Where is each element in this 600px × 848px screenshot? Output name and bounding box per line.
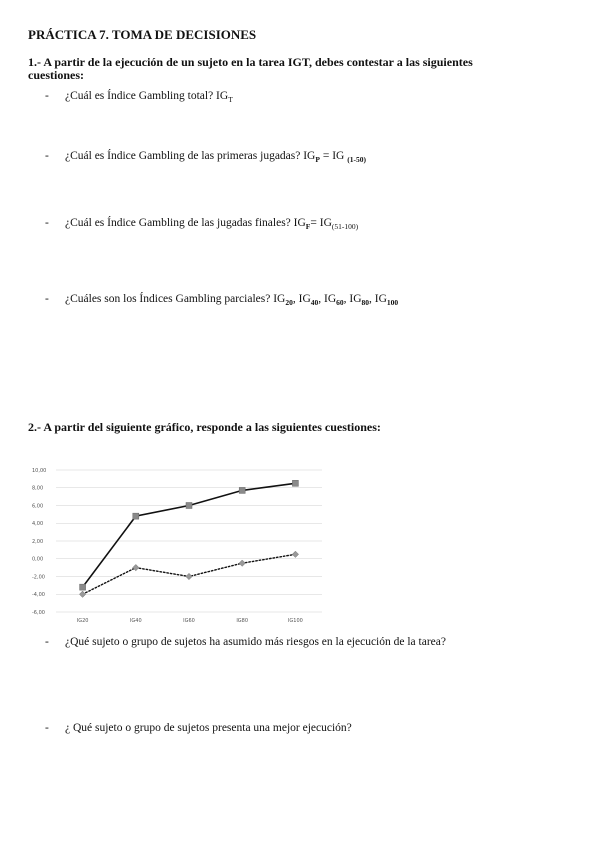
question-mid: = IG — [319, 150, 348, 162]
list-dash: - — [45, 217, 49, 229]
subscript: 60 — [336, 298, 344, 307]
line-chart — [30, 460, 330, 630]
subscript: F — [305, 222, 311, 231]
subscript: 80 — [361, 298, 370, 307]
section-1-heading: 1.- A partir de la ejecución de un sujeto en la tarea IGT, debes contestar a las siguientes cuestiones: — [28, 55, 473, 82]
list-dash: - — [45, 90, 49, 102]
subscript: P — [315, 155, 320, 164]
question-text: ¿ Qué sujeto o grupo de sujetos presenta una mejor ejecución? — [65, 722, 352, 734]
subscript: T — [228, 95, 233, 104]
question-1-1 — [45, 90, 233, 104]
y-tick-label: 8,00 — [32, 485, 44, 492]
question-text: ¿Cuál es Índice Gambling de las primeras jugadas? IG — [65, 150, 316, 162]
y-tick-label: 2,00 — [32, 538, 44, 545]
series-1-line — [83, 483, 296, 587]
ig-prefix: IG — [349, 293, 362, 305]
list-dash: - — [45, 636, 49, 648]
x-tick-label: IG80 — [236, 618, 249, 624]
question-text: ¿Cuál es Índice Gambling de las jugadas finales? IG — [65, 217, 306, 229]
series-2-point — [292, 551, 298, 557]
question-2-2 — [45, 722, 352, 734]
ig-prefix: IG — [324, 293, 337, 305]
y-tick-label: 4,00 — [32, 521, 44, 528]
section-2-heading: 2.- A partir del siguiente gráfico, responde a las siguientes cuestiones: — [28, 420, 381, 434]
ig-prefix: IG — [374, 293, 387, 305]
series-2-point — [79, 591, 85, 597]
question-text: ¿Cuáles son los Índices Gambling parciales? IG — [65, 293, 286, 305]
series-1-point — [133, 513, 139, 519]
subscript-range: (1-50) — [347, 155, 366, 164]
series-1-point — [239, 487, 245, 493]
y-tick-label: -6,00 — [32, 609, 45, 616]
series-2-point — [133, 564, 139, 570]
list-dash: - — [45, 150, 49, 162]
subscript: 20 — [285, 298, 293, 307]
question-text: ¿Qué sujeto o grupo de sujetos ha asumido más riesgos en la ejecución de la tarea? — [65, 636, 446, 648]
x-tick-label: IG60 — [183, 618, 195, 624]
question-1-2 — [45, 150, 366, 164]
subscript: 40 — [310, 298, 319, 307]
series-2-point — [186, 573, 192, 579]
y-tick-label: -4,00 — [32, 592, 45, 599]
list-dash: - — [45, 722, 49, 734]
list-dash: - — [45, 293, 49, 305]
y-tick-label: 10,00 — [32, 467, 47, 474]
series-1-point — [186, 503, 192, 509]
x-tick-label: IG40 — [129, 618, 142, 624]
y-tick-label: 0,00 — [32, 556, 44, 563]
subscript: 100 — [386, 298, 399, 307]
page-title: PRÁCTICA 7. TOMA DE DECISIONES — [28, 27, 257, 42]
series-1-point — [292, 480, 298, 486]
x-tick-label: IG20 — [76, 618, 89, 624]
question-1-3 — [45, 217, 358, 231]
question-1-4: - ¿Cuáles son los Índices Gambling parciales? $IG_{20}$, $IG_{40}$, $IG_{60}$, $IG_{80}$, $IG_{100}$ — [45, 293, 399, 307]
subscript-range: (51-100) — [331, 222, 359, 231]
series-1-point — [80, 584, 86, 590]
question-text: ¿Cuál es Índice Gambling total? IG — [65, 90, 229, 102]
question-mid: = IG — [310, 217, 332, 229]
y-tick-label: -2,00 — [32, 574, 45, 581]
x-tick-label: IG100 — [287, 618, 303, 624]
question-2-1 — [45, 636, 446, 648]
y-tick-label: 6,00 — [32, 503, 44, 510]
ig-prefix: IG — [298, 293, 311, 305]
series-2-point — [239, 560, 245, 566]
